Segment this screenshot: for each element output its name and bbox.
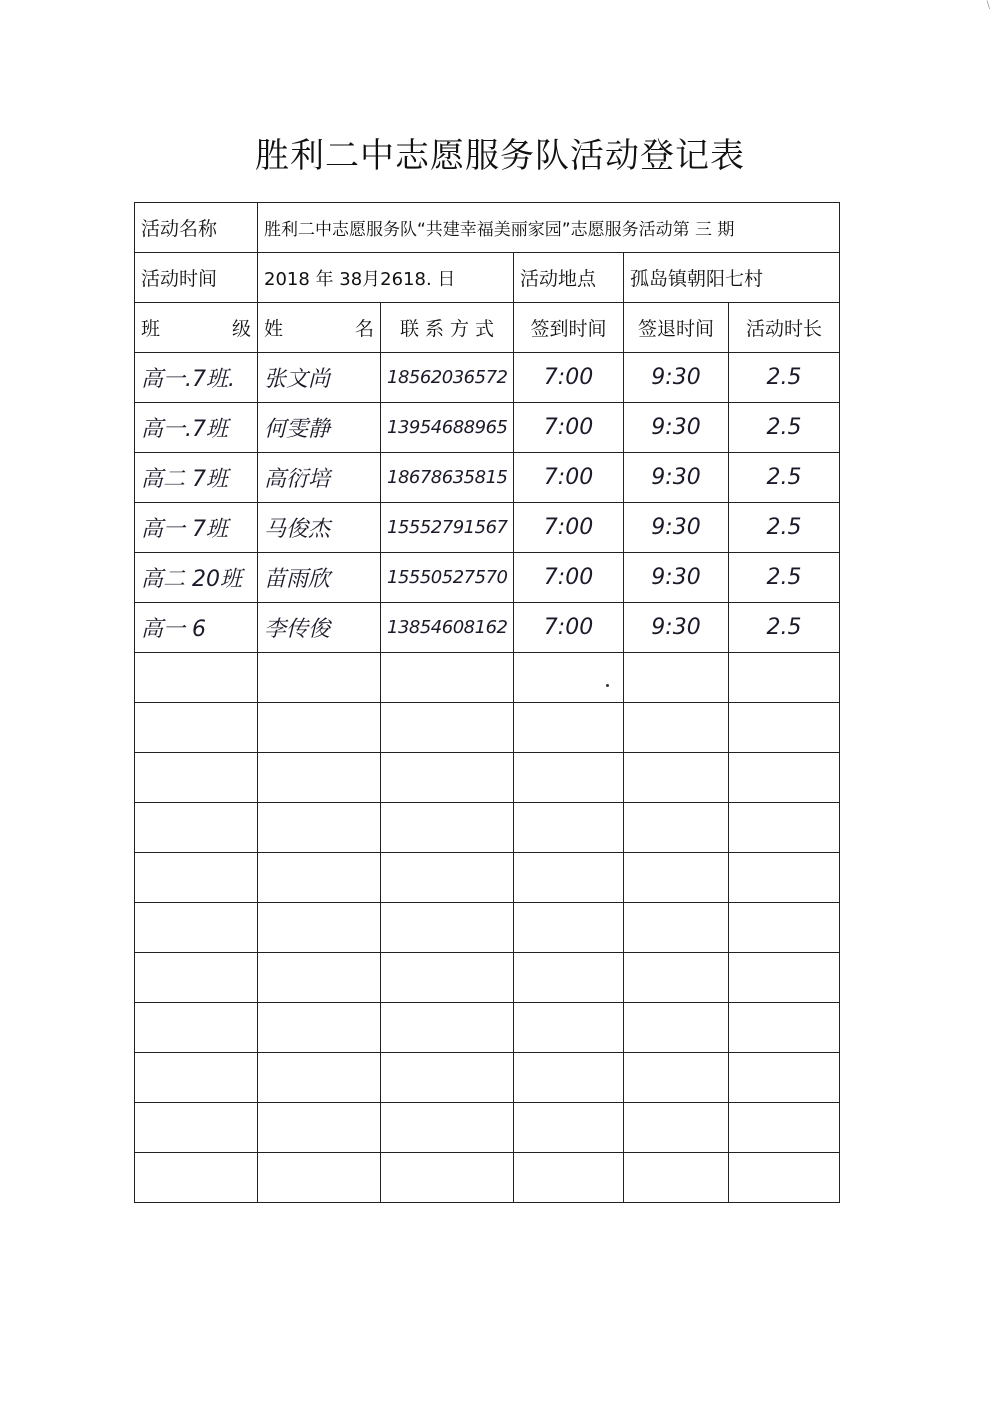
cell-phone: 15552791567: [381, 503, 514, 553]
col-signout-header: 签退时间: [624, 303, 729, 353]
col-class-header: [135, 303, 258, 353]
cell-sign-in: 7:00: [514, 453, 624, 503]
cell-class: 高二 20班: [135, 553, 258, 603]
table-row: [135, 503, 840, 553]
cell-hours: 2.5: [729, 453, 840, 503]
cell-sign-in: 7:00: [514, 403, 624, 453]
col-signin-header: 签到时间: [514, 303, 624, 353]
cell-hours: 2.5: [729, 353, 840, 403]
cell-phone: 13854608162: [381, 603, 514, 653]
form-title: 胜利二中志愿服务队活动登记表: [255, 136, 745, 176]
activity-name-value: 胜利二中志愿服务队“共建幸福美丽家园”志愿服务活动第 三 期: [258, 203, 840, 253]
empty-row: [135, 1153, 840, 1203]
cell-sign-out: 9:30: [624, 603, 729, 653]
cell-hours: 2.5: [729, 603, 840, 653]
empty-row: [135, 903, 840, 953]
cell-phone: 13954688965: [381, 403, 514, 453]
col-name-header: [258, 303, 381, 353]
empty-row: [135, 803, 840, 853]
table-row: [135, 353, 840, 403]
empty-row: [135, 653, 840, 703]
cell-sign-in: 7:00: [514, 353, 624, 403]
col-class-header-b: 级: [231, 318, 251, 340]
cell-name: 张文尚: [258, 353, 381, 403]
cell-name: 高衍培: [258, 453, 381, 503]
empty-row: [135, 703, 840, 753]
activity-time-row: [135, 253, 840, 303]
cell-name: 苗雨欣: [258, 553, 381, 603]
cell-sign-in: 7:00: [514, 503, 624, 553]
cell-sign-out: 9:30: [624, 553, 729, 603]
cell-hours: 2.5: [729, 503, 840, 553]
cell-class: 高一 7班: [135, 503, 258, 553]
activity-place-label: 活动地点: [514, 253, 624, 303]
cell-sign-out: 9:30: [624, 503, 729, 553]
table-row: [135, 403, 840, 453]
activity-time-value: 2018 年 38月2618. 日: [258, 253, 514, 303]
cell-class: 高一.7班.: [135, 353, 258, 403]
cell-class: 高一 6: [135, 603, 258, 653]
cell-name: 马俊杰: [258, 503, 381, 553]
cell-hours: 2.5: [729, 553, 840, 603]
cell-sign-out: 9:30: [624, 353, 729, 403]
activity-name-row: [135, 203, 840, 253]
empty-row: [135, 1053, 840, 1103]
activity-place-value: 孤岛镇朝阳七村: [624, 253, 840, 303]
cell-name: 何雯静: [258, 403, 381, 453]
cell-hours: 2.5: [729, 403, 840, 453]
cell-class: 高一.7班: [135, 403, 258, 453]
col-name-header-b: 名: [354, 318, 374, 340]
cell-name: 李传俊: [258, 603, 381, 653]
cell-sign-in: 7:00: [514, 603, 624, 653]
col-name-header-a: 姓: [264, 318, 284, 340]
col-contact-header: 联 系 方 式: [381, 303, 514, 353]
empty-row: [135, 853, 840, 903]
cell-sign-out: 9:30: [624, 453, 729, 503]
registration-table: [134, 202, 840, 1203]
cell-phone: 18562036572: [381, 353, 514, 403]
scan-corner-mark: \: [986, 0, 990, 11]
empty-row: [135, 753, 840, 803]
cell-phone: 15550527570: [381, 553, 514, 603]
col-duration-header: 活动时长: [729, 303, 840, 353]
empty-row: [135, 953, 840, 1003]
cell-class: 高二 7班: [135, 453, 258, 503]
cell-phone: 18678635815: [381, 453, 514, 503]
table-row: [135, 603, 840, 653]
col-class-header-a: 班: [141, 318, 161, 340]
activity-name-label: 活动名称: [135, 203, 258, 253]
cell-sign-out: 9:30: [624, 403, 729, 453]
table-row: [135, 453, 840, 503]
table-row: [135, 553, 840, 603]
cell-sign-in: 7:00: [514, 553, 624, 603]
empty-row: [135, 1103, 840, 1153]
empty-row: [135, 1003, 840, 1053]
column-header-row: [135, 303, 840, 353]
scan-speck: [606, 684, 609, 687]
activity-time-label: 活动时间: [135, 253, 258, 303]
